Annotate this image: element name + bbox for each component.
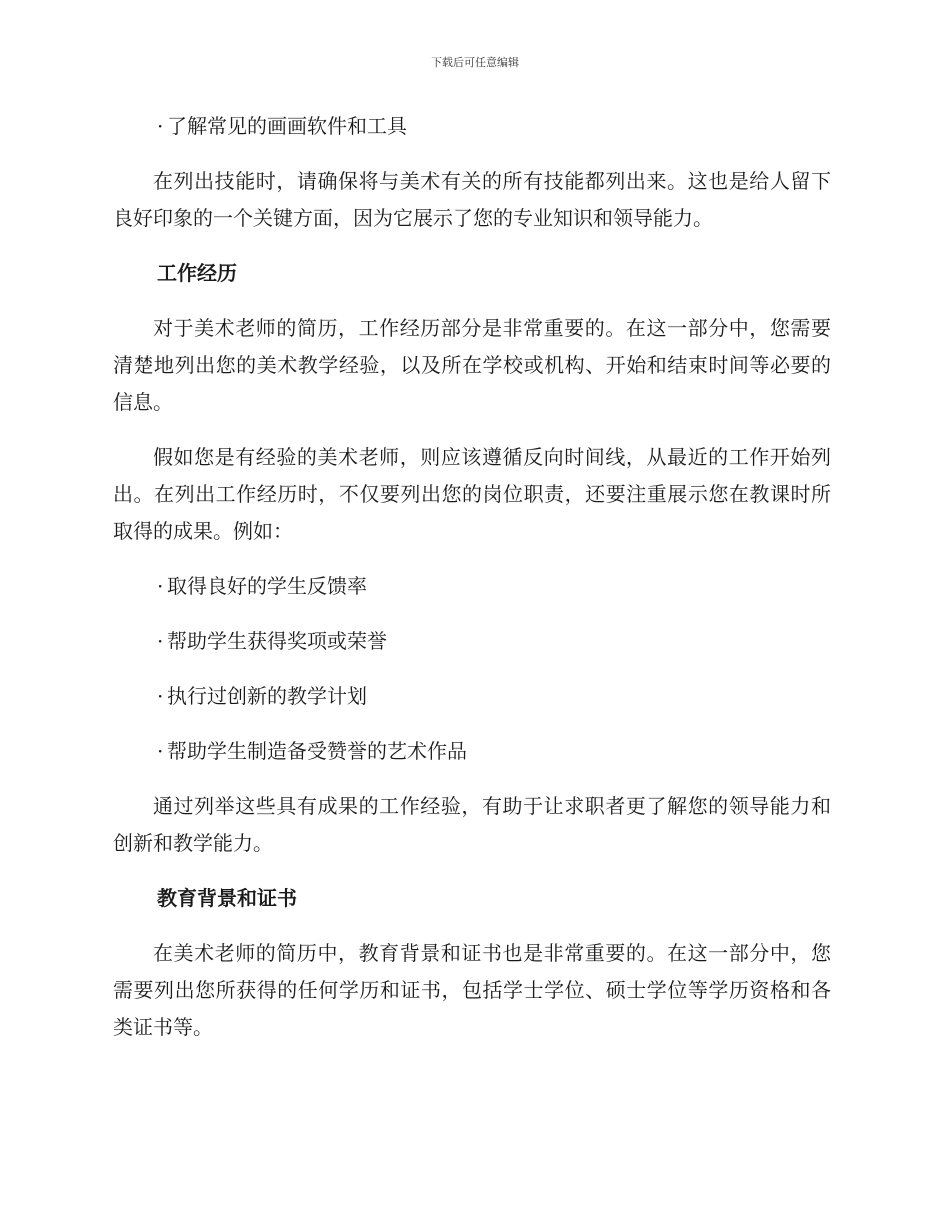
section-heading-education: 教育背景和证书 bbox=[157, 886, 297, 910]
header-note: 下载后可任意编辑 bbox=[431, 56, 519, 69]
document-body bbox=[113, 108, 831, 1064]
bullet-dot: · bbox=[157, 114, 164, 138]
paragraph: 通过列举这些具有成果的工作经验，有助于让求职者更了解您的领导能力和创新和教学能力。 bbox=[113, 794, 831, 855]
bullet-item bbox=[113, 678, 831, 715]
bullet-text: 执行过创新的教学计划 bbox=[167, 684, 367, 708]
bullet-dot: · bbox=[157, 739, 164, 763]
bullet-item bbox=[113, 733, 831, 770]
paragraph: 假如您是有经验的美术老师，则应该遵循反向时间线，从最近的工作开始列出。在列出工作经历时，不仅要列出您的岗位职责，还要注重展示您在教课时所取得的成果。例如： bbox=[113, 445, 831, 543]
bullet-text: 帮助学生获得奖项或荣誉 bbox=[167, 629, 387, 653]
bullet-item bbox=[113, 108, 831, 145]
paragraph: 在列出技能时，请确保将与美术有关的所有技能都列出来。这也是给人留下良好印象的一个关键方面，因为它展示了您的专业知识和领导能力。 bbox=[113, 169, 831, 230]
bullet-dot: · bbox=[157, 684, 164, 708]
bullet-text: 取得良好的学生反馈率 bbox=[167, 574, 367, 598]
paragraph: 在美术老师的简历中，教育背景和证书也是非常重要的。在这一部分中，您需要列出您所获得的任何学历和证书，包括学士学位、硕士学位等学历资格和各类证书等。 bbox=[113, 941, 831, 1039]
section-heading-work-experience: 工作经历 bbox=[157, 261, 237, 285]
bullet-dot: · bbox=[157, 574, 164, 598]
bullet-item bbox=[113, 568, 831, 605]
bullet-text: 了解常见的画画软件和工具 bbox=[167, 114, 407, 138]
bullet-dot: · bbox=[157, 629, 164, 653]
paragraph: 对于美术老师的简历，工作经历部分是非常重要的。在这一部分中，您需要清楚地列出您的美术教学经验，以及所在学校或机构、开始和结束时间等必要的信息。 bbox=[113, 316, 831, 414]
bullet-item bbox=[113, 623, 831, 660]
bullet-text: 帮助学生制造备受赞誉的艺术作品 bbox=[167, 739, 467, 763]
